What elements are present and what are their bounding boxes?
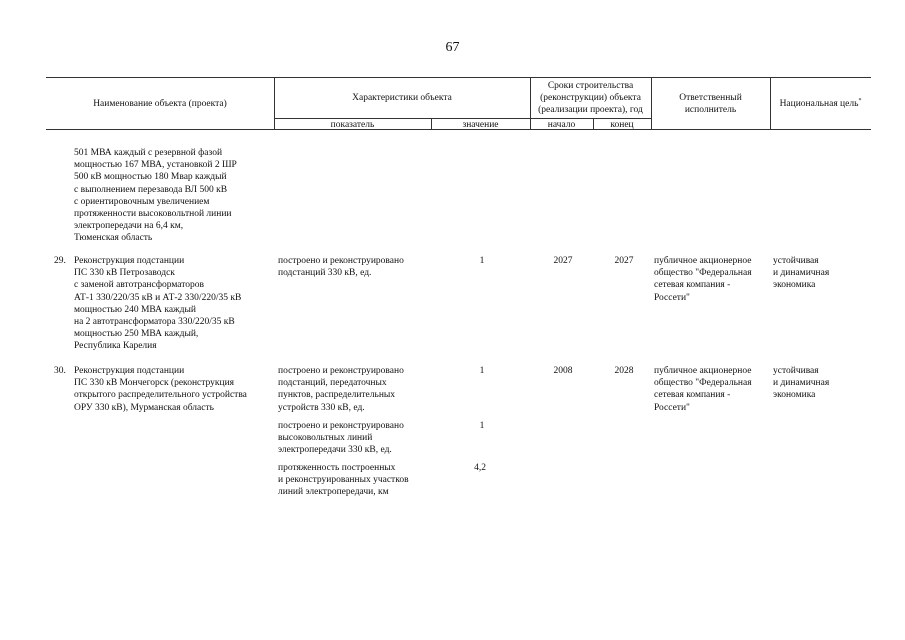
header-timeline: Сроки строительства (реконструкции) объекта (реализации проекта), год [538, 81, 643, 115]
executor: публичное акционерное общество "Федеральная сетевая компания - Россети" [654, 256, 752, 303]
indicator-value: 1 [479, 421, 485, 431]
national-goal: устойчивая и динамичная экономика [773, 366, 830, 401]
header-goal: Национальная цель* [779, 97, 862, 109]
national-goal: устойчивая и динамичная экономика [773, 256, 830, 291]
subheader-indicator: показатель [330, 120, 375, 130]
object-name: Реконструкция подстанции ПС 330 кВ Петрозаводск с заменой автотрансформаторов АТ-1 330/220/35 кВ и АТ-2 330/220/35 кВ мощностью 240 МВА каждый на 2 автотрансформатора 330/220/35 кВ мощностью 250 МВА каждый, Республика Карелия [74, 256, 242, 352]
executor: публичное акционерное общество "Федеральная сетевая компания - Россети" [654, 366, 752, 413]
indicator-label: построено и реконструировано подстанций 330 кВ, ед. [278, 256, 404, 279]
table-top-border [46, 77, 871, 78]
continued-object-name: 501 МВА каждый с резервной фазой мощностью 167 МВА, установкой 2 ШР 500 кВ мощностью 180 Мвар каждый с выполнением перезавода ВЛ 500 кВ с ориентировочным увеличением протяженности высоковольтной линии электропередачи на 6,4 км, Тюменская область [74, 148, 237, 244]
object-name: Реконструкция подстанции ПС 330 кВ Мончегорск (реконструкция открытого распределительного устройства ОРУ 330 кВ), Мурманская область [74, 366, 247, 413]
indicator-value: 1 [479, 256, 485, 266]
header-characteristics: Характеристики объекта [352, 93, 452, 103]
end-year: 2027 [614, 256, 634, 266]
indicator-label: построено и реконструировано подстанций, передаточных пунктов, распределительных устройств 330 кВ, ед. [278, 366, 404, 413]
header-executor: Ответственный исполнитель [679, 93, 742, 115]
indicator-label: построено и реконструировано высоковольтных линий электропередачи 330 кВ, ед. [278, 421, 404, 456]
row-number: 29. [54, 256, 66, 266]
indicator-value: 1 [479, 366, 485, 376]
start-year: 2008 [553, 366, 573, 376]
indicator-label: протяженность построенных и реконструированных участков линий электропередачи, км [278, 463, 409, 498]
indicator-value: 4,2 [474, 463, 486, 473]
start-year: 2027 [553, 256, 573, 266]
end-year: 2028 [614, 366, 634, 376]
subheader-end: конец [610, 120, 634, 130]
row-number: 30. [54, 366, 66, 376]
subheader-value: значение [462, 120, 499, 130]
subheader-start: начало [547, 120, 576, 130]
page-number: 67 [445, 40, 460, 55]
header-name: Наименование объекта (проекта) [93, 99, 227, 109]
